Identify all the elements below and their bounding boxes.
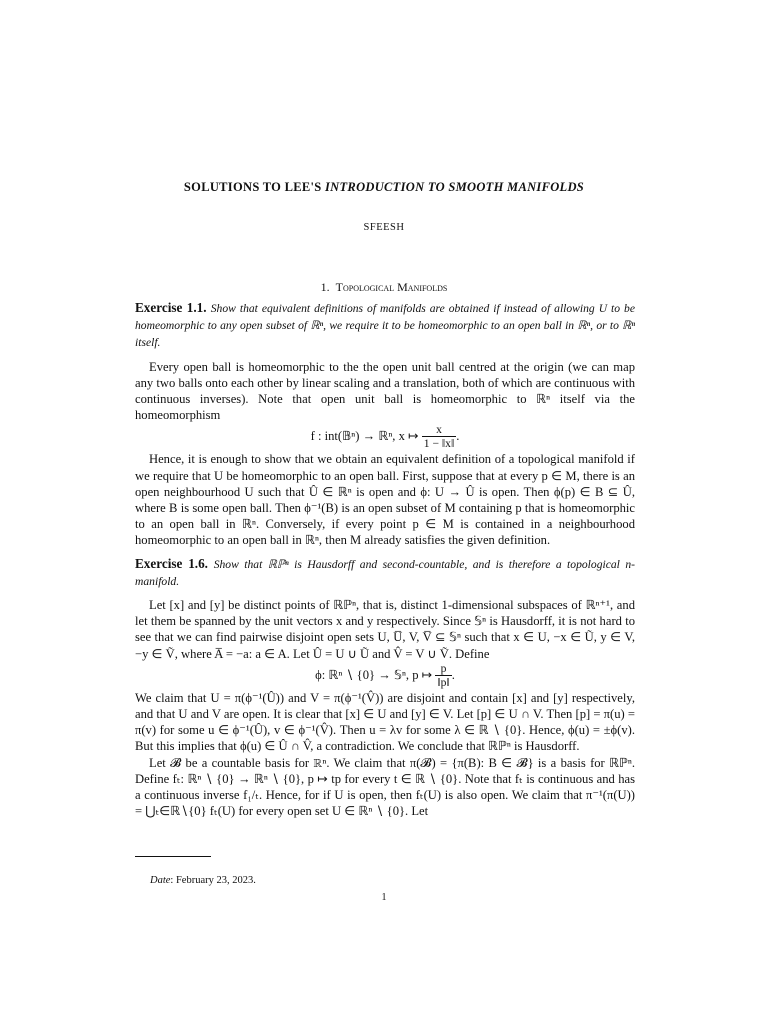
equation-lhs: ϕ: ℝⁿ ∖ {0} → 𝕊ⁿ, p ↦ — [315, 667, 433, 682]
page-number: 1 — [381, 892, 387, 903]
equation — [135, 424, 635, 450]
document-title — [0, 180, 768, 195]
section-number: 1. — [320, 280, 330, 294]
paragraph: Let [x] and [y] be distinct points of ℝℙⁿ, that is, distinct 1-dimensional subspaces of ℝⁿ⁺¹, and let them be spanned by the unit vectors x and y respectively. Since 𝕊ⁿ is Hausdorff, it is not hard to see that we can find pairwise disjoint open sets U, U̅, V, V̅ ⊆ 𝕊ⁿ such that x ∈ U, −x ∈ Ũ, y ∈ V, −y ∈ Ṽ, where A̅ = −a: a ∈ A. Let Û = U ∪ Ũ and V̂ = V ∪ Ṽ. Define — [135, 598, 635, 661]
paragraph: Let 𝓑 be a countable basis for ℝⁿ. We claim that π(𝓑) = {π(B): B ∈ 𝓑} is a basis for ℝℙⁿ. Define fₜ: ℝⁿ ∖ {0} → ℝⁿ ∖ {0}, p ↦ tp for every t ∈ ℝ ∖ {0}. Note that fₜ is continuous and has a continuous inverse f₁/ₜ. Hence, for if U is open, then fₜ(U) is also open. We claim that π⁻¹(π(U)) = ⋃ₜ∈ℝ∖{0} fₜ(U) for every open set U ∈ ℝⁿ ∖ {0}. Let — [135, 755, 635, 819]
exercise-statement: Show that ℝℙⁿ is Hausdorff and second-countable, and is therefore a topological n-manifold. — [135, 557, 635, 588]
section-title: Topological Manifolds — [335, 280, 448, 294]
fraction — [435, 663, 451, 689]
section-heading — [0, 280, 768, 295]
equation-end: . — [451, 667, 455, 682]
exercise-1-6 — [135, 556, 635, 590]
title-italic: INTRODUCTION TO SMOOTH MANIFOLDS — [325, 180, 585, 194]
paragraph: Hence, it is enough to show that we obtain an equivalent definition of a topological manifold if we require that U be homeomorphic to an open ball. First, suppose that at every p ∈ M, there is an open neighbourhood U such that Û ∈ ℝⁿ is open and ϕ: U → Û is open. Then ϕ(p) ∈ B ⊆ Û, where B is some open ball. Then ϕ⁻¹(B) is an open subset of M containing p that is homeomorphic to an open ball in ℝⁿ. Conversely, if every point p ∈ M is contained in a neighbourhood homeomorphic to an open ball in ℝⁿ, then M already satisfies the given definition. — [135, 452, 635, 548]
equation-end: . — [456, 429, 460, 444]
footnote-rule — [135, 856, 211, 857]
fraction-denominator: ‖p‖ — [437, 675, 450, 689]
fraction-numerator: p — [440, 661, 447, 675]
footnote-date-label: Date — [150, 875, 171, 886]
equation-lhs: f : int(𝔹ⁿ) → ℝⁿ, x ↦ — [310, 429, 419, 444]
exercise-heading: Exercise 1.1. — [135, 300, 207, 315]
title-prefix: SOLUTIONS TO LEE'S — [183, 180, 325, 194]
exercise-1-1 — [135, 300, 635, 352]
fraction-numerator: x — [436, 423, 442, 437]
author: SFEESH — [363, 222, 405, 233]
footnote — [150, 875, 256, 886]
exercise-statement: Show that equivalent definitions of manifolds are obtained if instead of allowing U to be homeomorphic to any open subset of ℝⁿ, we require it to be homeomorphic to an open ball in ℝⁿ, or to ℝⁿ itself. — [135, 302, 635, 350]
fraction-denominator: 1 − ‖x‖ — [423, 437, 455, 451]
footnote-date-value: : February 23, 2023. — [170, 875, 256, 886]
equation — [135, 663, 635, 689]
paragraph: We claim that U = π(ϕ⁻¹(Û)) and V = π(ϕ⁻¹(V̂)) are disjoint and contain [x] and [y] respectively, and that U and V are open. It is clear that [x] ∈ U and [y] ∈ V. Let [p] ∈ U ∩ V. Then [p] = π(u) = π(v) for some u ∈ ϕ⁻¹(Û), v ∈ ϕ⁻¹(V̂). Then u = λv for some λ ∈ ℝ ∖ {0}. Hence, ϕ(u) = ±ϕ(v). But this implies that ϕ(u) ∈ Û ∩ V̂, a contradiction. We conclude that ℝℙⁿ is Hausdorff. — [135, 690, 635, 754]
exercise-heading: Exercise 1.6. — [135, 555, 208, 571]
body-text — [135, 300, 635, 819]
paragraph: Every open ball is homeomorphic to the the open unit ball centred at the origin (we can map any two balls onto each other by linear scaling and a translation, both of which are continuous with continuous inverses). Note that open unit ball is homeomorphic to ℝⁿ itself via the homeomorphism — [135, 359, 635, 423]
fraction — [422, 424, 456, 450]
